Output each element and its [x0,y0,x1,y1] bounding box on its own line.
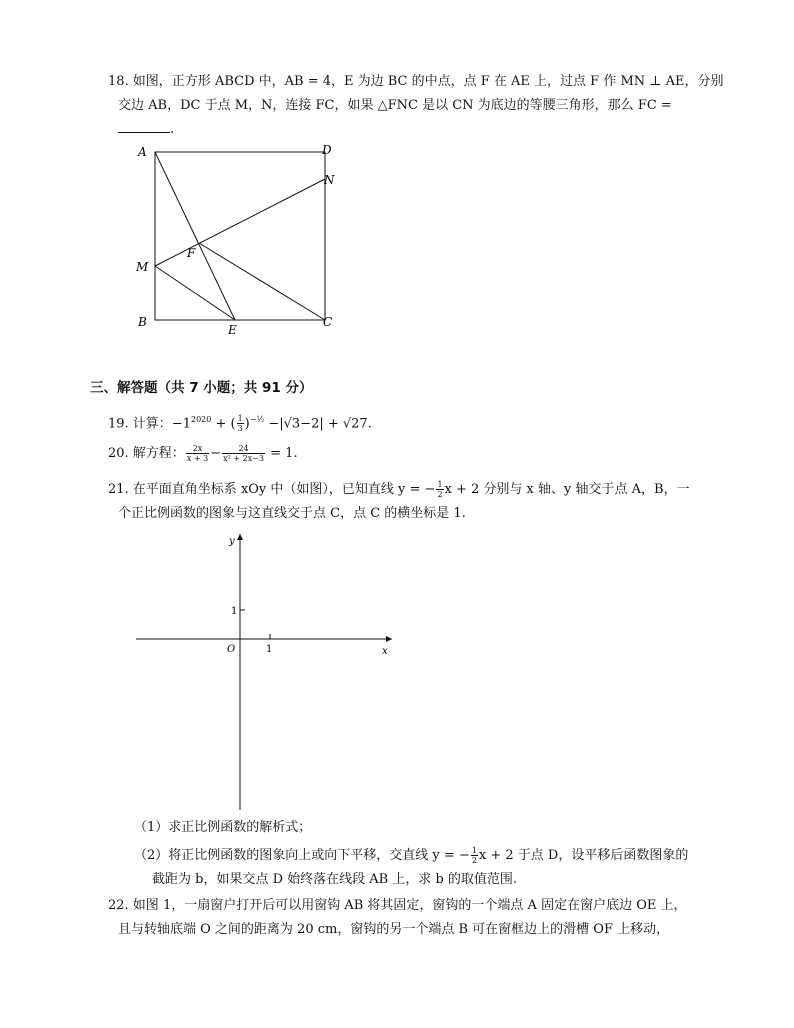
origin-label: O [227,644,236,655]
q20-f2-num: 24 [222,444,265,454]
q19-plus: + ( [211,416,236,432]
axis-label-x: x [382,646,388,657]
q19-prefix: 19. 计算： [108,416,172,432]
axis-label-y: y [229,536,235,547]
q20-minus: − [210,446,222,461]
q21-sub2-line2: 截距为 b，如果交点 D 始终落在线段 AB 上，求 b 的取值范围. [152,872,518,887]
tick-label-x-1: 1 [266,644,273,655]
label-m: M [136,260,149,274]
q21-line2: 个正比例函数的图象与这直线交于点 C，点 C 的横坐标是 1. [118,506,466,521]
label-a: A [138,145,147,159]
q21-sub1: （1）求正比例函数的解析式； [134,820,312,835]
q19-rest: −|√3−2| + √27. [264,416,372,432]
label-f: F [187,246,196,260]
label-e: E [228,323,237,337]
section-heading: 三、解答题（共 7 小题；共 91 分） [90,380,313,396]
q21-frac-num: 1 [437,480,443,489]
q18-answer-blank [118,118,174,140]
label-n: N [324,173,335,187]
q21-axes-figure [130,528,400,813]
q20-f2-den: x² + 2x−3 [223,454,265,463]
q18-period: . [170,122,175,137]
label-b: B [138,315,147,329]
q18-line1: 18. 如图，正方形 ABCD 中，AB = 4，E 为边 BC 的中点，点 F 在 AE 上，过点 F 作 MN ⊥ AE，分别 [108,74,724,89]
segment-me [155,266,235,320]
q21-frac-den: 2 [437,490,443,499]
q19-exp1: 2020 [190,415,212,424]
q20-f1-num: 2x [186,444,209,454]
q19-line [108,410,372,434]
q19-frac-num: 1 [237,414,243,424]
q20-line [108,444,298,464]
segment-mn [155,179,325,266]
tick-label-y-1: 1 [231,606,238,617]
q21-sub2-frac-den: 2 [471,856,477,865]
q21-sub2-line1 [134,846,688,866]
q20-fraction2 [222,444,265,463]
q21-line1 [108,480,690,500]
q19-term1: −1 [171,416,191,432]
q20-rest: = 1. [266,446,298,461]
q20-prefix: 20. 解方程： [108,446,185,461]
answer-blank [118,118,170,133]
label-d: D [322,143,332,157]
q22-line1: 22. 如图 1，一扇窗户打开后可以用窗钩 AB 将其固定，窗钩的一个端点 A 固定在窗户底边 OE 上， [108,898,687,913]
q22-line2: 且与转轴底端 O 之间的距离为 20 cm，窗钩的另一个端点 B 可在窗框边上的滑槽 OF 上移动， [118,922,670,937]
q18-line2: 交边 AB，DC 于点 M，N，连接 FC，如果 △FNC 是以 CN 为底边的等腰三角形，那么 FC = [118,98,672,113]
q20-f1-den: x + 3 [186,454,209,463]
q21-line1b: x + 2 分别与 x 轴、y 轴交于点 A，B，一 [444,482,690,497]
q21-sub2-fraction [471,846,478,865]
q20-fraction1 [186,444,209,463]
q21-sub2b: x + 2 于点 D，设平移后函数图象的 [478,848,689,863]
q18-square-figure [130,140,340,340]
label-c: C [323,315,333,329]
q21-line1a: 21. 在平面直角坐标系 xOy 中（如图），已知直线 y = − [108,482,436,497]
q19-exp2: −½ [249,415,265,424]
q21-sub2-frac-num: 1 [471,846,477,855]
q21-fraction [436,480,443,499]
square-abcd [155,152,325,320]
q19-frac-den: 3 [237,424,243,434]
segment-ae [155,152,235,320]
q21-sub2a: （2）将正比例函数的图象向上或向下平移，交直线 y = − [134,848,470,863]
q19-fraction [237,414,244,433]
q19-close: ) [244,416,250,432]
